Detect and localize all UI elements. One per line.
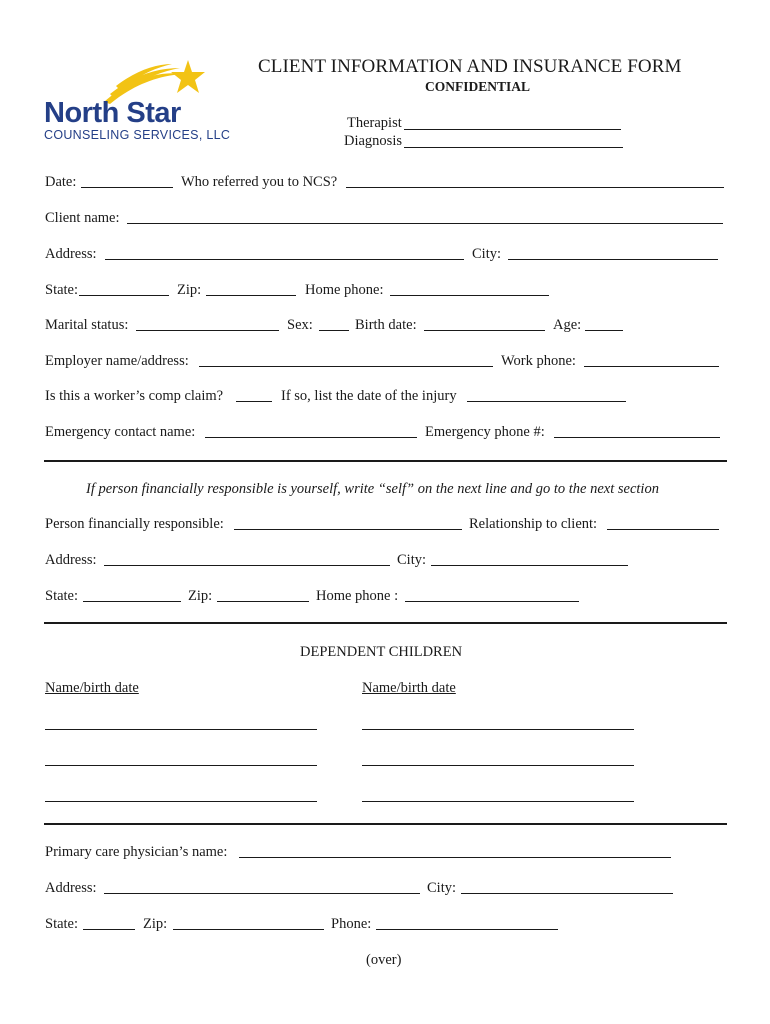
emergency-phone-label: Emergency phone #: bbox=[425, 424, 545, 440]
over-label: (over) bbox=[366, 952, 402, 968]
physician-name-label: Primary care physician’s name: bbox=[45, 844, 228, 860]
state-label: State: bbox=[45, 282, 79, 298]
diagnosis-field[interactable] bbox=[404, 147, 623, 148]
birth-date-label: Birth date: bbox=[355, 317, 417, 333]
address-label: Address: bbox=[45, 246, 97, 262]
work-phone-field[interactable] bbox=[584, 366, 719, 367]
age-field[interactable] bbox=[585, 330, 623, 331]
physician-zip-field[interactable] bbox=[173, 929, 324, 930]
employer-label: Employer name/address: bbox=[45, 353, 189, 369]
home-phone-label: Home phone: bbox=[305, 282, 384, 298]
section-divider bbox=[44, 622, 727, 624]
physician-phone-field[interactable] bbox=[376, 929, 558, 930]
zip-label: Zip: bbox=[177, 282, 202, 298]
relationship-field[interactable] bbox=[607, 529, 719, 530]
logo-name: North Star bbox=[44, 97, 181, 129]
physician-address-field[interactable] bbox=[104, 893, 420, 894]
workers-comp-label: Is this a worker’s comp claim? bbox=[45, 388, 224, 404]
sex-field[interactable] bbox=[319, 330, 349, 331]
home-phone-field[interactable] bbox=[390, 295, 549, 296]
physician-phone-label: Phone: bbox=[331, 916, 372, 932]
client-name-label: Client name: bbox=[45, 210, 120, 226]
physician-name-field[interactable] bbox=[239, 857, 671, 858]
dependent-field[interactable] bbox=[45, 801, 317, 802]
date-label: Date: bbox=[45, 174, 77, 190]
financial-state-label: State: bbox=[45, 588, 79, 604]
dependent-field[interactable] bbox=[362, 765, 634, 766]
marital-status-label: Marital status: bbox=[45, 317, 129, 333]
physician-state-field[interactable] bbox=[83, 929, 135, 930]
emergency-phone-field[interactable] bbox=[554, 437, 720, 438]
age-label: Age: bbox=[553, 317, 582, 333]
financial-person-field[interactable] bbox=[234, 529, 462, 530]
financial-zip-label: Zip: bbox=[188, 588, 213, 604]
dependent-children-heading: DEPENDENT CHILDREN bbox=[300, 644, 463, 660]
emergency-contact-field[interactable] bbox=[205, 437, 417, 438]
referred-label: Who referred you to NCS? bbox=[181, 174, 338, 190]
dependent-col1-label: Name/birth date bbox=[45, 680, 139, 696]
financial-home-phone-field[interactable] bbox=[405, 601, 579, 602]
logo-subtitle: COUNSELING SERVICES, LLC bbox=[44, 128, 231, 142]
dependent-col2-label: Name/birth date bbox=[362, 680, 456, 696]
sex-label: Sex: bbox=[287, 317, 313, 333]
physician-city-field[interactable] bbox=[461, 893, 673, 894]
zip-field[interactable] bbox=[206, 295, 296, 296]
therapist-label: Therapist bbox=[347, 115, 402, 131]
physician-state-label: State: bbox=[45, 916, 79, 932]
client-name-field[interactable] bbox=[127, 223, 723, 224]
injury-date-label: If so, list the date of the injury bbox=[281, 388, 457, 404]
diagnosis-label: Diagnosis bbox=[344, 133, 402, 149]
employer-field[interactable] bbox=[199, 366, 493, 367]
section-divider bbox=[44, 460, 727, 462]
physician-city-label: City: bbox=[427, 880, 457, 896]
date-field[interactable] bbox=[81, 187, 173, 188]
marital-status-field[interactable] bbox=[136, 330, 279, 331]
form-title: CLIENT INFORMATION AND INSURANCE FORM bbox=[258, 56, 682, 77]
financial-state-field[interactable] bbox=[83, 601, 181, 602]
financial-city-label: City: bbox=[397, 552, 427, 568]
financial-home-phone-label: Home phone : bbox=[316, 588, 399, 604]
emergency-contact-label: Emergency contact name: bbox=[45, 424, 196, 440]
financial-address-field[interactable] bbox=[104, 565, 390, 566]
relationship-label: Relationship to client: bbox=[469, 516, 598, 532]
workers-comp-field[interactable] bbox=[236, 401, 272, 402]
address-field[interactable] bbox=[105, 259, 464, 260]
dependent-field[interactable] bbox=[362, 729, 634, 730]
dependent-field[interactable] bbox=[45, 765, 317, 766]
section-divider bbox=[44, 823, 727, 825]
confidential-label: CONFIDENTIAL bbox=[425, 79, 531, 94]
financial-city-field[interactable] bbox=[431, 565, 628, 566]
injury-date-field[interactable] bbox=[467, 401, 626, 402]
therapist-field[interactable] bbox=[404, 129, 621, 130]
financial-zip-field[interactable] bbox=[217, 601, 309, 602]
financial-note: If person financially responsible is yourself, write “self” on the next line and go to the next section bbox=[86, 481, 659, 497]
physician-address-label: Address: bbox=[45, 880, 97, 896]
birth-date-field[interactable] bbox=[424, 330, 545, 331]
dependent-field[interactable] bbox=[362, 801, 634, 802]
referred-field[interactable] bbox=[346, 187, 724, 188]
physician-zip-label: Zip: bbox=[143, 916, 168, 932]
dependent-field[interactable] bbox=[45, 729, 317, 730]
work-phone-label: Work phone: bbox=[501, 353, 576, 369]
city-field[interactable] bbox=[508, 259, 718, 260]
city-label: City: bbox=[472, 246, 502, 262]
financial-person-label: Person financially responsible: bbox=[45, 516, 224, 532]
state-field[interactable] bbox=[79, 295, 169, 296]
financial-address-label: Address: bbox=[45, 552, 97, 568]
